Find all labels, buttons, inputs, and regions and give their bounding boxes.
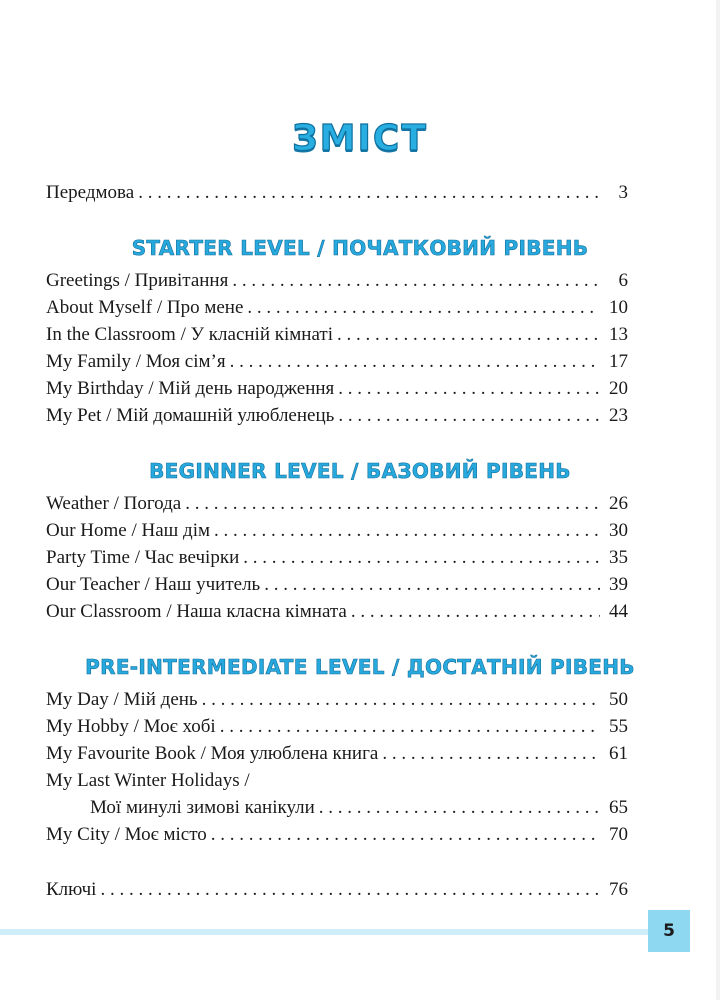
toc-item[interactable]	[46, 268, 628, 294]
leader-dots	[202, 687, 600, 713]
page-title: ЗМІСТ	[292, 118, 428, 159]
leader-dots	[264, 572, 600, 598]
toc-item-label: My Pet / Мій домашній улюбленець	[46, 405, 335, 426]
toc-item-page: 6	[618, 270, 628, 291]
leader-dots	[185, 491, 600, 517]
toc-item[interactable]	[46, 376, 628, 402]
leader-dots	[214, 518, 600, 544]
toc-item[interactable]	[46, 518, 628, 544]
toc-item-page: 50	[609, 689, 628, 710]
leader-dots	[230, 349, 600, 375]
toc-item-page: 30	[609, 520, 628, 541]
toc-item-label: Ключі	[46, 879, 97, 900]
toc-item-page: 44	[609, 601, 628, 622]
toc-item-page: 65	[609, 797, 628, 818]
toc-item-preface[interactable]	[46, 180, 628, 206]
section-heading-beginner: BEGINNER LEVEL / БАЗОВИЙ РІВЕНЬ	[149, 459, 571, 483]
toc-item-label: My Favourite Book / Моя улюблена книга	[46, 743, 379, 764]
toc-item-label: In the Classroom / У класній кімнаті	[46, 324, 333, 345]
leader-dots	[243, 545, 600, 571]
toc-item[interactable]	[90, 795, 628, 821]
toc-item-label-first-line[interactable]: My Last Winter Holidays /	[46, 770, 250, 791]
toc-item-label: My Family / Моя сім’я	[46, 351, 226, 372]
toc-item-label: Our Home / Наш дім	[46, 520, 211, 541]
toc-item-label: My Birthday / Мій день народження	[46, 378, 335, 399]
toc-item-keys[interactable]	[46, 877, 628, 903]
toc-item-label: Our Classroom / Наша класна кімната	[46, 601, 347, 622]
toc-item-label: Weather / Погода	[46, 493, 182, 514]
toc-item-page: 39	[609, 574, 628, 595]
toc-item-page: 61	[609, 743, 628, 764]
toc-item[interactable]	[46, 599, 628, 625]
section-heading-pre-intermediate: PRE-INTERMEDIATE LEVEL / ДОСТАТНІЙ РІВЕНЬ	[85, 655, 635, 679]
leader-dots	[100, 877, 600, 903]
toc-item-page: 17	[609, 351, 628, 372]
toc-item[interactable]	[46, 572, 628, 598]
toc-item-page: 35	[609, 547, 628, 568]
leader-dots	[232, 268, 600, 294]
toc-item-page: 23	[609, 405, 628, 426]
page-number-badge: 5	[648, 910, 690, 952]
leader-dots	[138, 180, 600, 206]
leader-dots	[338, 376, 600, 402]
toc-item[interactable]	[46, 349, 628, 375]
toc-item-page: 70	[609, 824, 628, 845]
toc-item-page: 55	[609, 716, 628, 737]
toc-item[interactable]	[46, 687, 628, 713]
toc-item-label: Передмова	[46, 182, 135, 203]
toc-item[interactable]	[46, 545, 628, 571]
leader-dots	[382, 741, 600, 767]
leader-dots	[338, 403, 600, 429]
toc-item-label: Our Teacher / Наш учитель	[46, 574, 261, 595]
toc-item-page: 13	[609, 324, 628, 345]
leader-dots	[211, 822, 600, 848]
toc-item[interactable]	[46, 491, 628, 517]
toc-item-label: My Hobby / Моє хобі	[46, 716, 216, 737]
toc-item-label: My Day / Мій день	[46, 689, 198, 710]
page-edge-shadow	[716, 0, 720, 1000]
toc-item[interactable]	[46, 714, 628, 740]
toc-item-page: 10	[609, 297, 628, 318]
toc-item-label: Мої минулі зимові канікули	[90, 797, 315, 818]
toc-item-label: My City / Моє місто	[46, 824, 207, 845]
toc-item[interactable]	[46, 403, 628, 429]
footer-strip	[0, 929, 648, 935]
toc-item[interactable]	[46, 295, 628, 321]
toc-item-label: About Myself / Про мене	[46, 297, 244, 318]
toc-item-label: Party Time / Час вечірки	[46, 547, 240, 568]
toc-item[interactable]	[46, 322, 628, 348]
leader-dots	[351, 599, 600, 625]
section-heading-starter: STARTER LEVEL / ПОЧАТКОВИЙ РІВЕНЬ	[131, 236, 589, 260]
toc-item-label: Greetings / Привітання	[46, 270, 229, 291]
leader-dots	[337, 322, 600, 348]
toc-item-page: 3	[618, 182, 628, 203]
toc-item[interactable]	[46, 822, 628, 848]
toc-item-page: 76	[609, 879, 628, 900]
toc-item-page: 26	[609, 493, 628, 514]
leader-dots	[247, 295, 600, 321]
toc-item-page: 20	[609, 378, 628, 399]
leader-dots	[319, 795, 600, 821]
leader-dots	[220, 714, 600, 740]
toc-item[interactable]	[46, 741, 628, 767]
